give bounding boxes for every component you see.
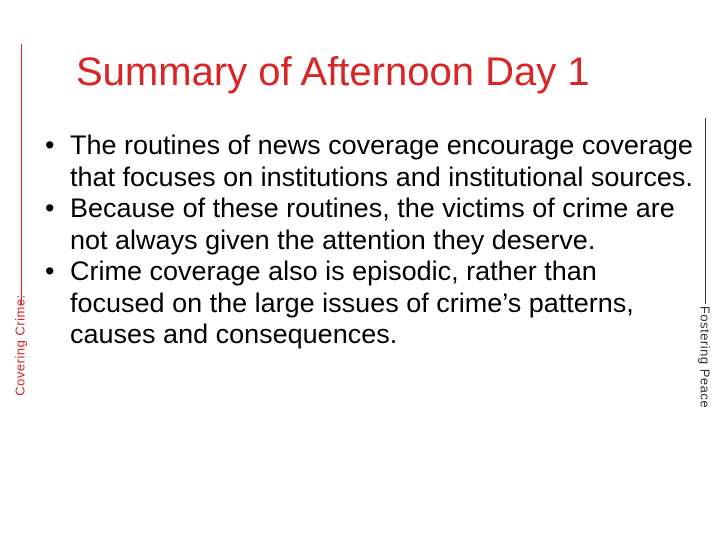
left-side-label: Covering Crime: xyxy=(12,294,28,396)
bullet-mark: • xyxy=(45,193,55,223)
slide-title: Summary of Afternoon Day 1 xyxy=(76,50,590,94)
right-rule xyxy=(705,118,706,304)
bullet-item xyxy=(45,256,695,351)
bullet-item xyxy=(45,193,695,256)
bullet-text: Because of these routines, the victims of crime are not always given the attention they deserve. xyxy=(70,193,675,255)
left-side-label-container xyxy=(5,294,35,396)
right-side-label: Fostering Peace xyxy=(697,305,713,409)
bullet-item xyxy=(45,130,695,193)
bullet-text: The routines of news coverage encourage coverage that focuses on institutions and institutional sources. xyxy=(70,130,693,192)
left-rule xyxy=(21,44,22,304)
bullet-text: Crime coverage also is episodic, rather than focused on the large issues of crime’s patterns, causes and consequences. xyxy=(70,256,634,349)
bullet-mark: • xyxy=(45,256,55,286)
bullet-mark: • xyxy=(45,130,55,160)
bullet-list xyxy=(45,130,695,351)
